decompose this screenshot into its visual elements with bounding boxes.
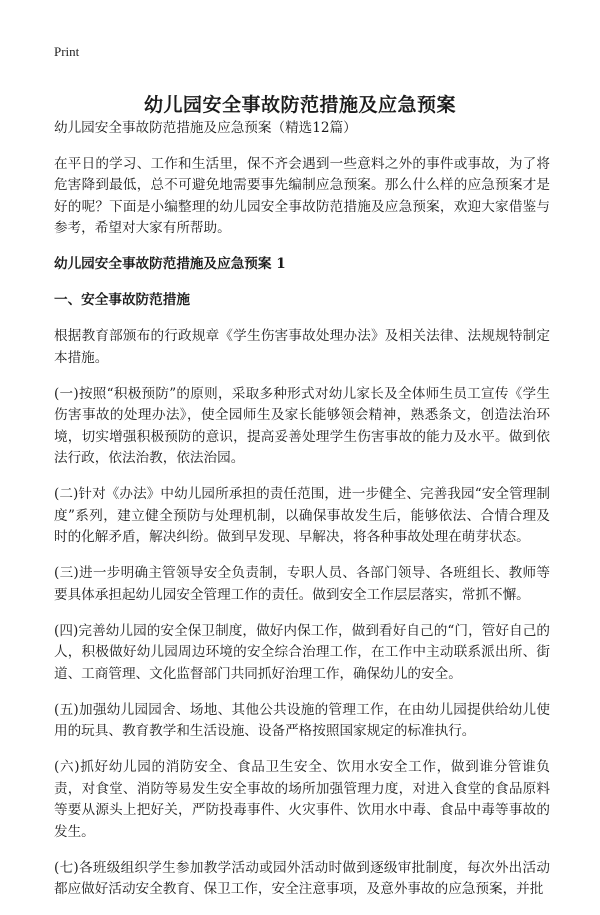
body-paragraph: (一)按照“积极预防”的原则，采取多种形式对幼儿家长及全体师生员工宣传《学生伤害事故的处理办法》，使全园师生及家长能够领会精神，熟悉条文，创造法治环境，切实增强积极预防的意识，提高妥善处理学生伤害事故的能力及水平。做到依法行政，依法治教，依法治园。 [54,385,550,466]
body-paragraph: (六)抓好幼儿园的消防安全、食品卫生安全、饮用水安全工作，做到谁分管谁负责，对食堂、消防等易发生安全事故的场所加强管理力度，对进入食堂的食品原料等要从源头上把好关，严防投毒事件、火灾事件、饮用水中毒、食品中毒等事故的发生。 [54,759,550,840]
body-paragraph: (四)完善幼儿园的安全保卫制度，做好内保工作，做到看好自己的“门，管好自己的人，积极做好幼儿园周边环境的安全综合治理工作，在工作中主动联系派出所、街道、工商管理、文化监督部门共同抓好治理工作，确保幼儿的安全。 [54,622,550,682]
body-paragraph: 根据教育部颁布的行政规章《学生伤害事故处理办法》及相关法律、法规规特制定本措施。 [54,328,550,366]
body-paragraph: (三)进一步明确主管领导安全负责制，专职人员、各部门领导、各班组长、教师等要具体承担起幼儿园安全管理工作的责任。做到安全工作层层落实，常抓不懈。 [54,565,550,603]
body-paragraph: (二)针对《办法》中幼儿园所承担的责任范围，进一步健全、完善我园“安全管理制度”系列，建立健全预防与处理机制，以确保事故发生后，能够依法、合情合理及时的化解矛盾，解决纠纷。做到早发现、早解决，将各种事故处理在萌芽状态。 [54,486,550,545]
page-title: 幼儿园安全事故防范措施及应急预案 [143,93,456,116]
intro-paragraph: 在平日的学习、工作和生活里，保不齐会遇到一些意料之外的事件或事故，为了将危害降到最低，总不可避免地需要事先编制应急预案。那么什么样的应急预案才是好的呢？下面是小编整理的幼儿园安全事故防范措施及应急预案，欢迎大家借鉴与参考，希望对大家有所帮助。 [54,155,550,236]
body-paragraph: (七)各班级组织学生参加教学活动或园外活动时做到逐级审批制度，每次外出活动都应做好活动安全教育、保卫工作，安全注意事项，及意外事故的应急预案，并批 [54,859,550,897]
print-label: Print [54,44,80,59]
body-paragraph: (五)加强幼儿园园舍、场地、其他公共设施的管理工作，在由幼儿园提供给幼儿使用的玩具、教育教学和生活设施、设备严格按照国家规定的标准执行。 [54,701,550,739]
sub-heading: 一、安全事故防范措施 [54,292,190,308]
document-subtitle: 幼儿园安全事故防范措施及应急预案（精选12篇） [54,120,357,136]
section-heading: 幼儿园安全事故防范措施及应急预案 1 [54,256,286,272]
document-body [54,118,550,915]
